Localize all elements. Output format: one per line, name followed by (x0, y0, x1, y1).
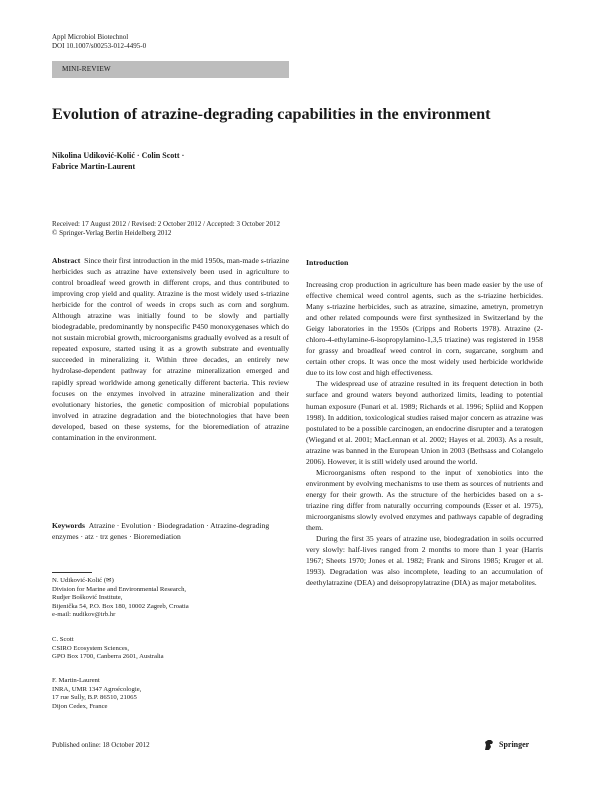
introduction-paragraph: During the first 35 years of atrazine use, biodegradation in soils occurred very slowly: half-lives ranged from 2 months to more than 1 year (Harris 1967; Sheets 1970; Jones et al. 1982; Frank and Sirons 1985; Kruger et al. 1993). Degradation was also incomplete, leading to an accumulation of deethylatrazine (DEA) and deisopropylatrazine (DIA) as major metabolites. (306, 534, 543, 588)
introduction-paragraph: Increasing crop production in agriculture has been made easier by the use of effective chemical weed control agents, such as the s-triazine herbicides. Many s-triazine herbicides, such as atrazine, simazine, ametryn, prometryn and other related compounds were first synthesized in Switzerland by the Geigy laboratories in the 1950s (Cripps and Roberts 1978). Atrazine (2-chloro-4-ethylamine-6-isopropylamino-1,3,5 triazine) was registered in 1958 for grassy and broadleaf weed control in corn, sugarcane, sorghum and certain other crops. It was once the most widely used herbicide worldwide due to its low cost and high effectiveness. (306, 280, 543, 378)
article-dates (52, 220, 280, 238)
affiliation-line: Rudjer Bošković Institute, (52, 594, 123, 602)
affiliation-line: Division for Marine and Environmental Research, (52, 585, 187, 593)
published-online: Published online: 18 October 2012 (52, 741, 150, 749)
abstract-text: Since their first introduction in the mid 1950s, man-made s-triazine herbicides such as atrazine have extensively been used in agriculture to control broadleaf weed growth in different crops, and thus contributed to improving crop yield and quality. Atrazine is the most widely used s-triazine herbicide for the control of weeds in crops such as corn and sorghum. Although atrazine was initially found to be slowly and partially biodegradable, predominantly by nonspecific P450 monoxygenases which do not sustain microbial growth, microorganisms gradually evolved as a result of repeated exposure, started using it as a growth substrate and eventually succeeded in mineralizing it. Within three decades, an entirely new hydrolase-dependent pathway for atrazine mineralization emerged and rapidly spread worldwide among genetically different bacteria. This review focuses on the enzymes involved in atrazine mineralization and their evolutionary histories, the genetic composition of microbial populations involved in atrazine degradation and the biotechnologies that have been developed, based on these systems, for the bioremediation of atrazine contamination in the environment. (52, 256, 290, 442)
springer-logo (482, 738, 544, 752)
keywords (52, 520, 289, 542)
doi: DOI 10.1007/s00253-012-4495-0 (52, 42, 147, 50)
affiliation-line: CSIRO Ecosystem Sciences, (52, 644, 130, 652)
affiliation-line: GPO Box 1700, Canberra 2601, Australia (52, 653, 164, 661)
springer-logo-text: Springer (499, 740, 530, 749)
copyright-line: © Springer-Verlag Berlin Heidelberg 2012 (52, 229, 172, 237)
author-line-1: Nikolina Udiković-Kolić · Colin Scott · (52, 151, 185, 160)
affiliation-scott (52, 636, 289, 662)
affiliation-line[interactable]: e-mail: nudikov@irb.hr (52, 611, 116, 619)
springer-horse-icon (482, 738, 496, 752)
affiliation-line: Dijon Cedex, France (52, 702, 108, 710)
affiliation-line: F. Martin-Laurent (52, 677, 100, 684)
introduction-heading: Introduction (306, 258, 349, 267)
affiliation-line: INRA, UMR 1347 Agroécologie, (52, 685, 142, 693)
article-type-label: MINI-REVIEW (62, 65, 111, 73)
introduction-paragraph: The widespread use of atrazine resulted in its frequent detection in both surface and ground waters beyond authorized limits, leading to potential human exposure (Funari et al. 1989; Richards et al. 1996; Spliid and Koppen 1998). In addition, toxicological studies raised major concern as atrazine was postulated to be a possible carcinogen, an endocrine disrupter and a teratogen (Wiegand et al. 2001; MacLennan et al. 2002; Hayes et al. 2003). As a result, atrazine was banned in the European Union in 2003 (Bethsass and Colangelo 2006). However, it is still widely used around the world. (306, 379, 543, 466)
affiliation-line: C. Scott (52, 636, 74, 643)
abstract (52, 255, 289, 443)
keywords-label: Keywords (52, 521, 85, 530)
introduction-body (306, 279, 543, 588)
introduction-paragraph: Microorganisms often respond to the input of xenobiotics into the environment by evolving mechanisms to use them as sources of nutrients and energy for their growth. As the structure of the herbicides based on a s-triazine ring differ from naturally occurring compounds (Esser et al. 1975), microorganisms slowly evolved enzymes and pathways capable of degrading them. (306, 467, 543, 533)
article-title: Evolution of atrazine-degrading capabilities in the environment (52, 105, 491, 123)
received-dates: Received: 17 August 2012 / Revised: 2 October 2012 / Accepted: 3 October 2012 (52, 220, 281, 228)
author-line-2: Fabrice Martin-Laurent (52, 162, 136, 171)
affiliation-line: 17 rue Sully, B.P. 86510, 21065 (52, 694, 137, 702)
affiliation-martin-laurent (52, 677, 289, 711)
journal-name: Appl Microbiol Biotechnol (52, 33, 129, 41)
footnote-divider (52, 572, 92, 573)
affiliation-udikovic (52, 577, 289, 620)
affiliation-line: N. Udiković-Kolić (✉) (52, 577, 114, 584)
affiliation-line: Bijenička 54, P.O. Box 180, 10002 Zagreb, Croatia (52, 602, 189, 610)
author-list (52, 150, 184, 172)
article-type-banner (52, 61, 289, 78)
keywords-text: Atrazine · Evolution · Biodegradation · Atrazine-degrading enzymes · atz · trz genes · Bioremediation (52, 521, 270, 542)
abstract-label: Abstract (52, 256, 81, 265)
